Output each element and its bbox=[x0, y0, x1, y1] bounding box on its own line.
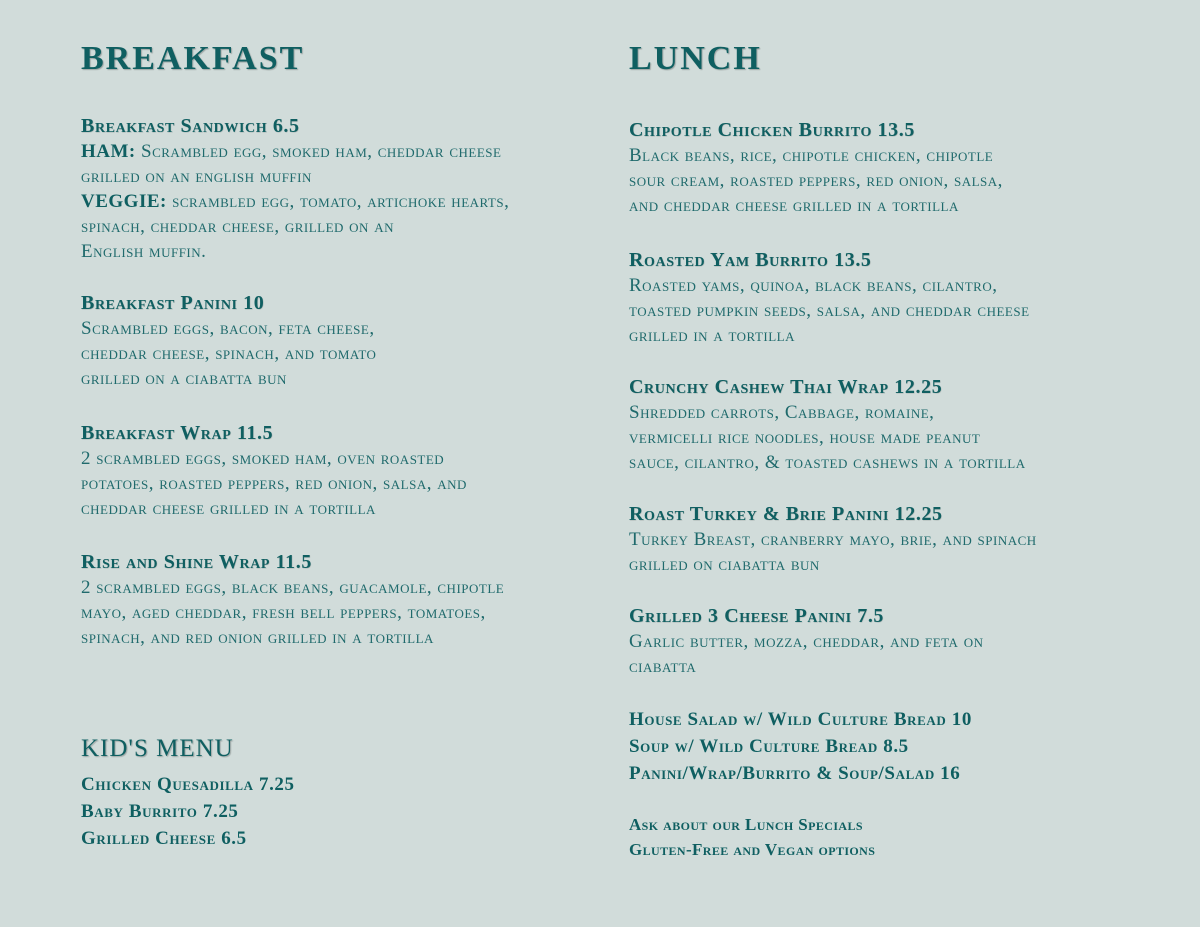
description-line: Roasted yams, quinoa, black beans, cilantro, bbox=[629, 275, 998, 296]
description-line: sour cream, roasted peppers, red onion, salsa, bbox=[629, 170, 1003, 191]
description-line: 2 scrambled eggs, smoked ham, oven roasted bbox=[81, 448, 445, 469]
kids-item: Baby Burrito 7.25 bbox=[81, 801, 239, 822]
description-line: 2 scrambled eggs, black beans, guacamole, chipotle bbox=[81, 577, 505, 598]
menu-item-grilled-3-cheese-panini bbox=[629, 604, 1129, 679]
dietary-options-note: Gluten-Free and Vegan options bbox=[629, 840, 876, 859]
description-line: mayo, aged cheddar, fresh bell peppers, tomatoes, bbox=[81, 602, 486, 623]
description-line: toasted pumpkin seeds, salsa, and cheddar cheese bbox=[629, 300, 1030, 321]
combo-item: Panini/Wrap/Burrito & Soup/Salad 16 bbox=[629, 763, 961, 784]
combo-item: House Salad w/ Wild Culture Bread 10 bbox=[629, 709, 972, 730]
menu-item-roast-turkey-brie-panini bbox=[629, 502, 1129, 577]
kids-item: Grilled Cheese 6.5 bbox=[81, 828, 247, 849]
ham-label: HAM: bbox=[81, 141, 136, 162]
description-line: grilled in a tortilla bbox=[629, 325, 795, 346]
lunch-specials-note: Ask about our Lunch Specials bbox=[629, 815, 863, 834]
item-description bbox=[629, 400, 1129, 475]
description-line bbox=[81, 139, 601, 164]
description-line: spinach, cheddar cheese, grilled on an bbox=[81, 216, 394, 237]
item-description bbox=[81, 316, 601, 391]
kids-item: Chicken Quesadilla 7.25 bbox=[81, 774, 295, 795]
menu-item-crunchy-cashew-thai-wrap bbox=[629, 375, 1129, 475]
description-line: cheddar cheese, spinach, and tomato bbox=[81, 343, 377, 364]
item-description bbox=[81, 446, 601, 521]
description-line: sauce, cilantro, & toasted cashews in a tortilla bbox=[629, 452, 1026, 473]
item-title: Roasted Yam Burrito 13.5 bbox=[629, 249, 872, 271]
item-description bbox=[81, 139, 601, 264]
veggie-label: VEGGIE: bbox=[81, 191, 167, 212]
menu-item-breakfast-sandwich bbox=[81, 114, 601, 264]
description-line: Shredded carrots, Cabbage, romaine, bbox=[629, 402, 935, 423]
menu-item-roasted-yam-burrito bbox=[629, 248, 1129, 348]
item-title: Breakfast Wrap 11.5 bbox=[81, 422, 274, 444]
item-description bbox=[629, 273, 1129, 348]
description-line: English muffin. bbox=[81, 241, 207, 262]
item-title: Roast Turkey & Brie Panini 12.25 bbox=[629, 503, 943, 525]
description-line: Turkey Breast, cranberry mayo, brie, and spinach bbox=[629, 529, 1037, 550]
description-line: cheddar cheese grilled in a tortilla bbox=[81, 498, 376, 519]
menu-item-breakfast-panini bbox=[81, 291, 601, 391]
item-description bbox=[629, 527, 1129, 577]
menu-item-rise-and-shine-wrap bbox=[81, 550, 601, 650]
description-line: ciabatta bbox=[629, 656, 697, 677]
description-line bbox=[81, 189, 601, 214]
item-title: Breakfast Panini 10 bbox=[81, 292, 265, 314]
lunch-heading: LUNCH bbox=[629, 40, 762, 77]
description-line: grilled on a ciabatta bun bbox=[81, 368, 287, 389]
breakfast-heading: BREAKFAST bbox=[81, 40, 305, 77]
description-line: Scrambled eggs, bacon, feta cheese, bbox=[81, 318, 375, 339]
kids-menu-heading: KID'S MENU bbox=[81, 735, 234, 762]
item-title: Grilled 3 Cheese Panini 7.5 bbox=[629, 605, 885, 627]
description-line: vermicelli rice noodles, house made peanut bbox=[629, 427, 981, 448]
item-title: Crunchy Cashew Thai Wrap 12.25 bbox=[629, 376, 943, 398]
description-line: grilled on ciabatta bun bbox=[629, 554, 820, 575]
description-line: potatoes, roasted peppers, red onion, salsa, and bbox=[81, 473, 467, 494]
description-line: grilled on an english muffin bbox=[81, 166, 312, 187]
description-text: scrambled egg, tomato, artichoke hearts, bbox=[166, 191, 510, 212]
combo-item: Soup w/ Wild Culture Bread 8.5 bbox=[629, 736, 909, 757]
description-line: and cheddar cheese grilled in a tortilla bbox=[629, 195, 959, 216]
description-line: Garlic butter, mozza, cheddar, and feta on bbox=[629, 631, 984, 652]
menu-item-breakfast-wrap bbox=[81, 421, 601, 521]
item-description bbox=[629, 143, 1129, 218]
item-title: Breakfast Sandwich 6.5 bbox=[81, 115, 300, 137]
item-title: Chipotle Chicken Burrito 13.5 bbox=[629, 119, 915, 141]
description-line: Black beans, rice, chipotle chicken, chipotle bbox=[629, 145, 994, 166]
description-text: Scrambled egg, smoked ham, cheddar cheese bbox=[135, 141, 502, 162]
menu-item-chipotle-chicken-burrito bbox=[629, 118, 1129, 218]
item-description bbox=[629, 629, 1129, 679]
item-description bbox=[81, 575, 601, 650]
item-title: Rise and Shine Wrap 11.5 bbox=[81, 551, 312, 573]
description-line: spinach, and red onion grilled in a tortilla bbox=[81, 627, 434, 648]
